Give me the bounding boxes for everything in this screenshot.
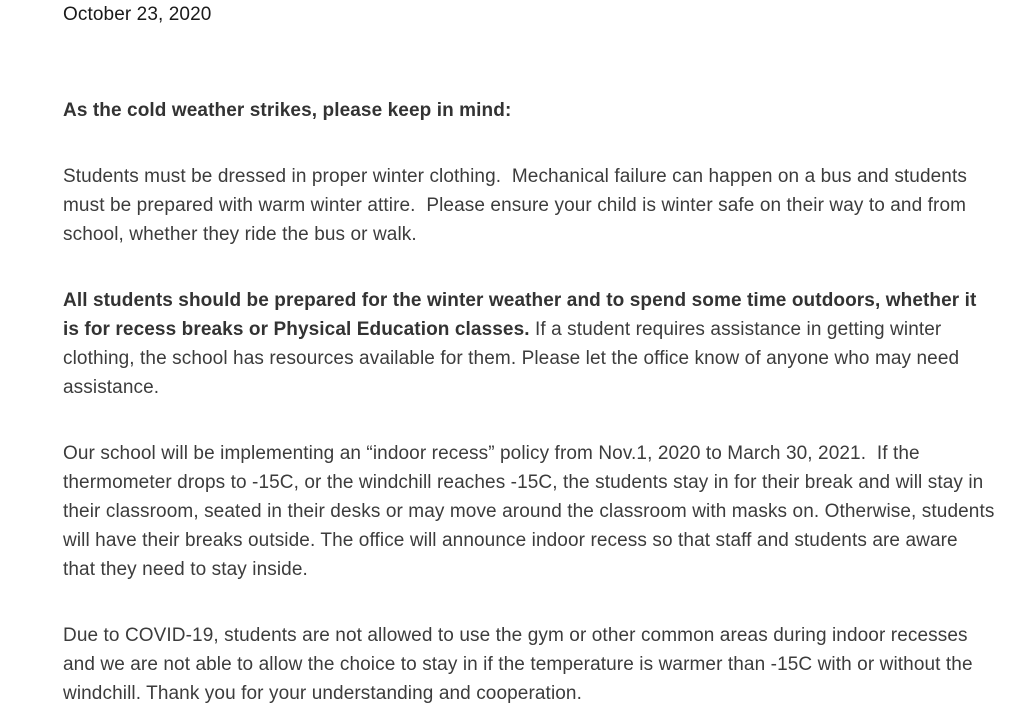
paragraph-covid-restrictions: Due to COVID-19, students are not allowed to use the gym or other common areas during indoor recesses and we are not able to allow the choice to stay in if the temperature is warmer than -15C with or without the windchill. Thank you for your understanding and cooperation. bbox=[63, 625, 979, 704]
paragraph-outdoor-preparedness-regular-text: If a student requires assistance in getting winter clothing, the school has resources available for them. Please let the office know of anyone who may need assistance. bbox=[63, 319, 965, 398]
date-line: October 23, 2020 bbox=[63, 4, 212, 25]
paragraph-outdoor-preparedness-bold-text: All students should be prepared for the winter weather and to spend some time outdoors, whether it is for recess breaks or Physical Education classes. bbox=[63, 290, 982, 340]
paragraph-outdoor-preparedness bbox=[63, 286, 995, 402]
notice-heading: As the cold weather strikes, please keep in mind: bbox=[63, 100, 512, 121]
paragraph-winter-clothing: Students must be dressed in proper winter clothing. Mechanical failure can happen on a bus and students must be prepared with warm winter attire. Please ensure your child is winter safe on their way to and from school, whether they ride the bus or walk. bbox=[63, 166, 973, 245]
paragraph-indoor-recess-policy: Our school will be implementing an “indoor recess” policy from Nov.1, 2020 to March 30, 2021. If the thermometer drops to -15C, or the windchill reaches -15C, the students stay in for their break and will stay in their classroom, seated in their desks or may move around the classroom with masks on. Otherwise, students will have their breaks outside. The office will announce indoor recess so that staff and students are aware that they need to stay inside. bbox=[63, 443, 1000, 580]
